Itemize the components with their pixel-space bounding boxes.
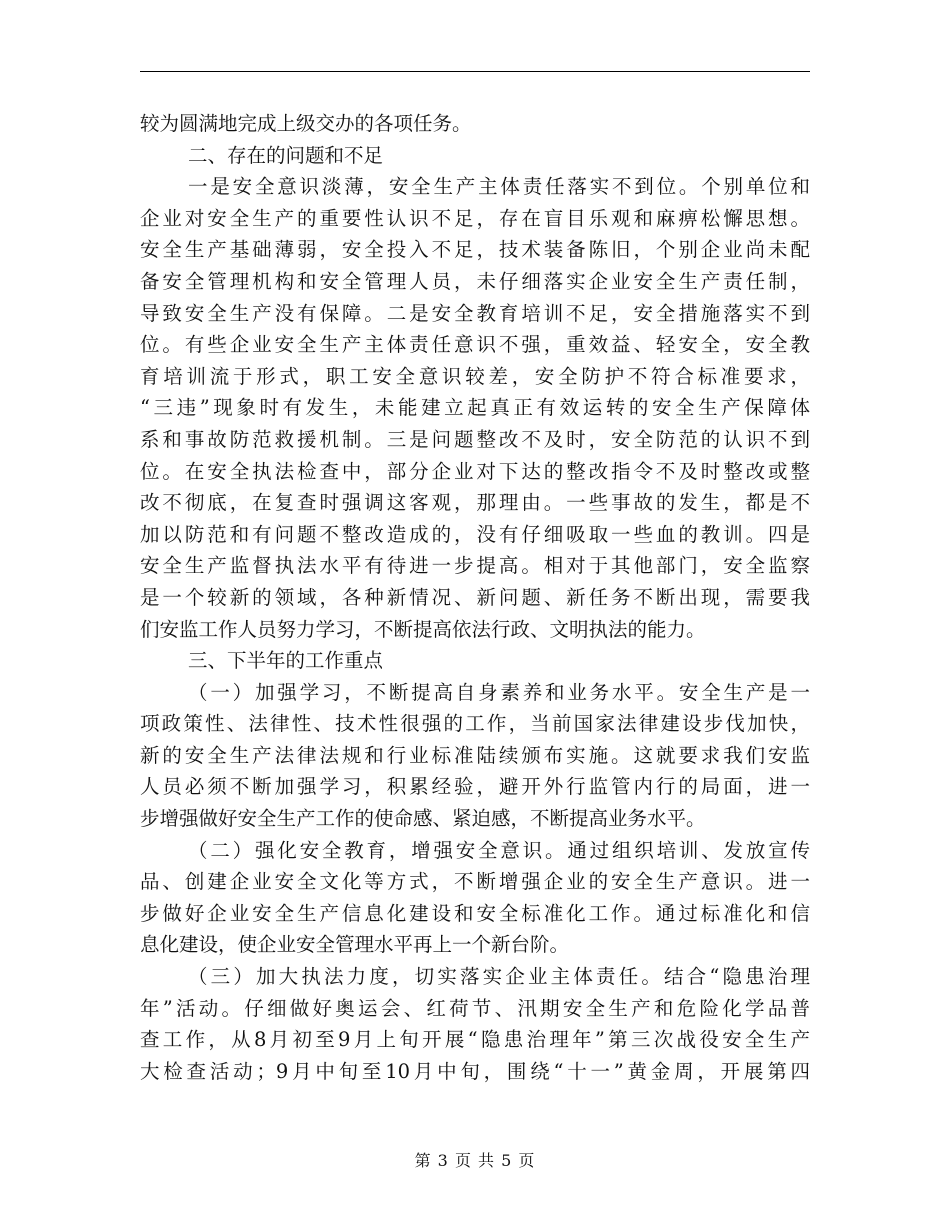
text-line: 步增强做好安全生产工作的使命感、紧迫感，不断提高业务水平。 <box>140 807 706 831</box>
text-line: 步做好企业安全生产信息化建设和安全标准化工作。通过标准化和信 <box>140 901 810 925</box>
text-line: （二）强化安全教育，增强安全意识。通过组织培训、发放宣传 <box>188 838 810 862</box>
text-line: 们安监工作人员努力学习，不断提高依法行政、文明执法的能力。 <box>140 617 706 641</box>
text-line: 息化建设，使企业安全管理水平再上一个新台阶。 <box>140 933 570 957</box>
text-line: 加以防范和有问题不整改造成的，没有仔细吸取一些血的教训。四是 <box>140 522 810 546</box>
text-line: 企业对安全生产的重要性认识不足，存在盲目乐观和麻痹松懈思想。 <box>140 206 810 230</box>
text-line: 新的安全生产法律法规和行业标准陆续颁布实施。这就要求我们安监 <box>140 743 810 767</box>
text-line: 大检查活动；9月中旬至10月中旬，围绕“十一”黄金周，开展第四 <box>140 1059 810 1083</box>
section-heading: 三、下半年的工作重点 <box>188 649 384 673</box>
text-line: “三违”现象时有发生，未能建立起真正有效运转的安全生产保障体 <box>140 396 810 420</box>
text-line: 是一个较新的领域，各种新情况、新问题、新任务不断出现，需要我 <box>140 585 810 609</box>
text-line: 改不彻底，在复查时强调这客观，那理由。一些事故的发生，都是不 <box>140 491 810 515</box>
text-line: （三）加大执法力度，切实落实企业主体责任。结合“隐患治理 <box>188 965 810 989</box>
page-number-footer: 第 3 页 共 5 页 <box>414 1151 536 1170</box>
document-body <box>140 108 810 1087</box>
header-rule <box>140 71 810 72</box>
text-line: 项政策性、法律性、技术性很强的工作，当前国家法律建设步伐加快， <box>140 712 810 736</box>
text-line: 品、创建企业安全文化等方式，不断增强企业的安全生产意识。进一 <box>140 870 810 894</box>
text-line: 位。有些企业安全生产主体责任意识不强，重效益、轻安全，安全教 <box>140 333 810 357</box>
text-line: 一是安全意识淡薄，安全生产主体责任落实不到位。个别单位和 <box>188 175 810 199</box>
text-line: 导致安全生产没有保障。二是安全教育培训不足，安全措施落实不到 <box>140 301 810 325</box>
section-heading: 二、存在的问题和不足 <box>188 143 384 167</box>
text-line: 较为圆满地完成上级交办的各项任务。 <box>140 112 472 135</box>
text-line: 安全生产监督执法水平有待进一步提高。相对于其他部门，安全监察 <box>140 554 810 578</box>
text-line: 育培训流于形式，职工安全意识较差，安全防护不符合标准要求， <box>140 364 810 388</box>
text-line: 查工作，从8月初至9月上旬开展“隐患治理年”第三次战役安全生产 <box>140 1028 810 1052</box>
text-line: 位。在安全执法检查中，部分企业对下达的整改指令不及时整改或整 <box>140 459 810 483</box>
text-line: 年”活动。仔细做好奥运会、红荷节、汛期安全生产和危险化学品普 <box>140 996 810 1020</box>
text-line: 安全生产基础薄弱，安全投入不足，技术装备陈旧，个别企业尚未配 <box>140 238 810 262</box>
text-line: 备安全管理机构和安全管理人员，未仔细落实企业安全生产责任制， <box>140 269 810 293</box>
text-line: 人员必须不断加强学习，积累经验，避开外行监管内行的局面，进一 <box>140 775 810 799</box>
text-line: （一）加强学习，不断提高自身素养和业务水平。安全生产是一 <box>188 680 810 704</box>
text-line: 系和事故防范救援机制。三是问题整改不及时，安全防范的认识不到 <box>140 427 810 451</box>
